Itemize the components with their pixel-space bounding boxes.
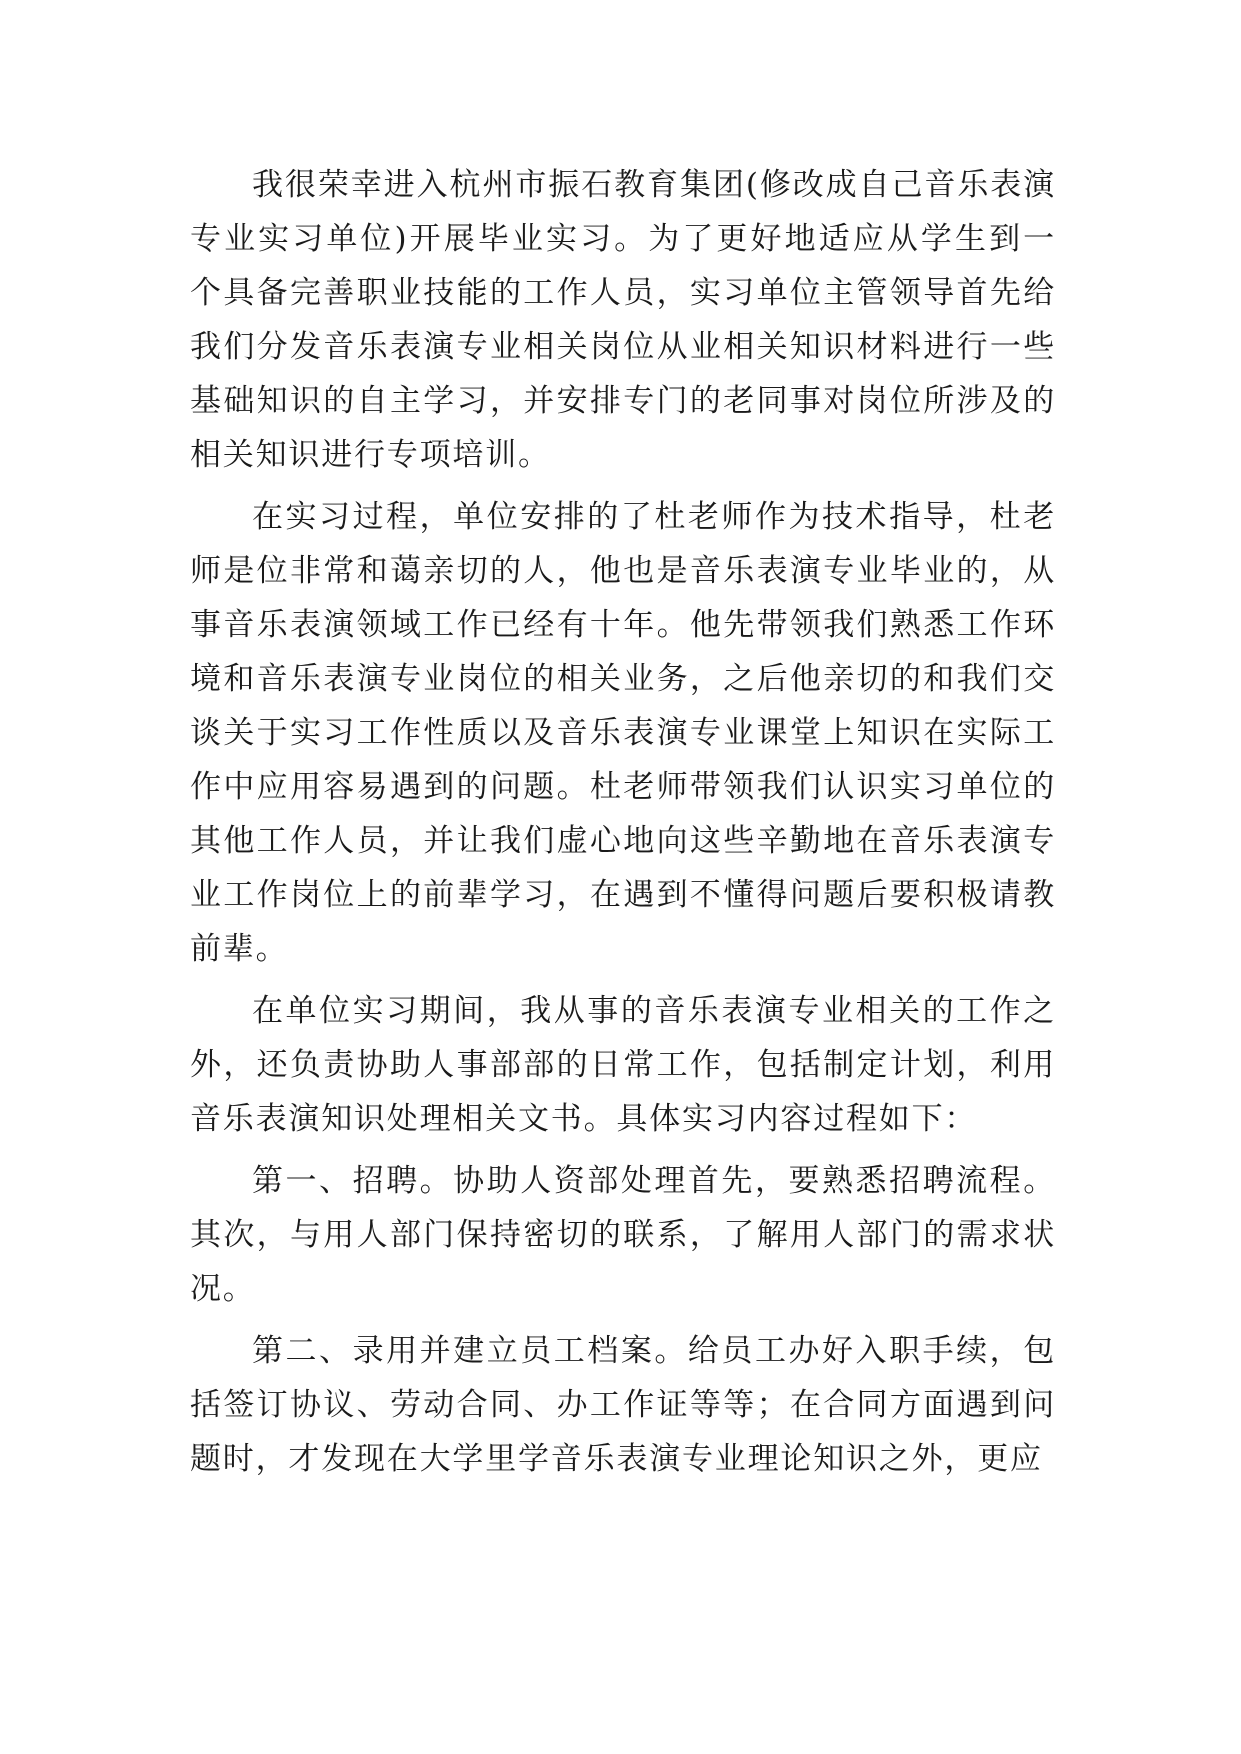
paragraph-2: 在实习过程，单位安排的了杜老师作为技术指导，杜老师是位非常和蔼亲切的人，他也是音乐表演专业毕业的，从事音乐表演领域工作已经有十年。他先带领我们熟悉工作环境和音乐表演专业岗位的相关业务，之后他亲切的和我们交谈关于实习工作性质以及音乐表演专业课堂上知识在实际工作中应用容易遇到的问题。杜老师带领我们认识实习单位的其他工作人员，并让我们虚心地向这些辛勤地在音乐表演专业工作岗位上的前辈学习，在遇到不懂得问题后要积极请教前辈。 — [190, 499, 1056, 967]
paragraph-1: 我很荣幸进入杭州市振石教育集团(修改成自己音乐表演专业实习单位)开展毕业实习。为了更好地适应从学生到一个具备完善职业技能的工作人员，实习单位主管领导首先给我们分发音乐表演专业相关岗位从业相关知识材料进行一些基础知识的自主学习，并安排专门的老同事对岗位所涉及的相关知识进行专项培训。 — [190, 167, 1056, 473]
paragraph-5: 第二、录用并建立员工档案。给员工办好入职手续，包括签订协议、劳动合同、办工作证等等；在合同方面遇到问题时，才发现在大学里学音乐表演专业理论知识之外，更应 — [190, 1333, 1056, 1477]
document-body — [190, 158, 1056, 1494]
paragraph-3: 在单位实习期间，我从事的音乐表演专业相关的工作之外，还负责协助人事部部的日常工作，包括制定计划，利用音乐表演知识处理相关文书。具体实习内容过程如下： — [190, 993, 1056, 1137]
paragraph-4: 第一、招聘。协助人资部处理首先，要熟悉招聘流程。其次，与用人部门保持密切的联系，了解用人部门的需求状况。 — [190, 1163, 1056, 1307]
